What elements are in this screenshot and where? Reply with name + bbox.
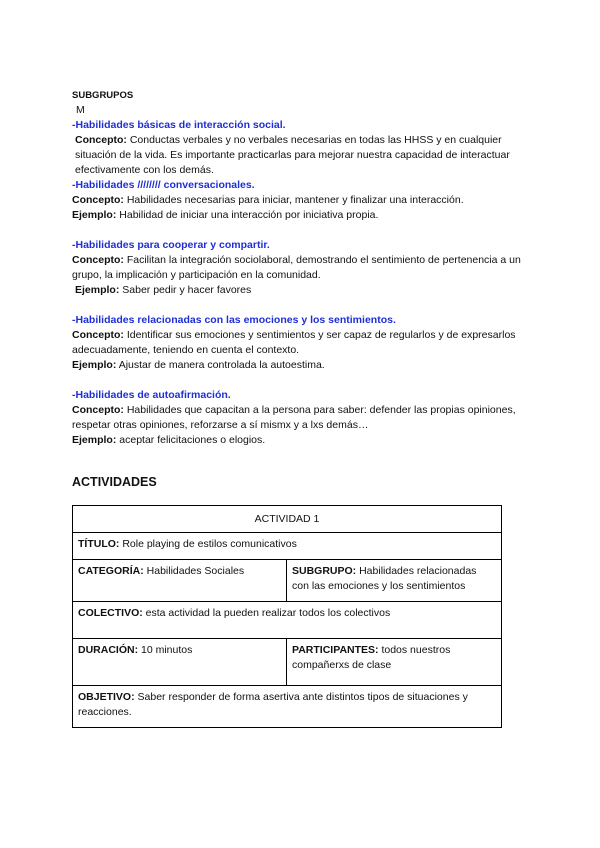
participantes-value: todos nuestros compañerxs de clase <box>292 644 451 671</box>
subgroup-concept <box>72 133 532 178</box>
subgroup-basic <box>72 118 532 178</box>
subgrupos-section <box>72 88 532 448</box>
example-label: Ejemplo: <box>72 359 117 371</box>
objetivo-label: OBJETIVO: <box>78 691 135 703</box>
colectivo-value: esta actividad la pueden realizar todos los colectivos <box>145 607 391 619</box>
actividades-heading: ACTIVIDADES <box>72 475 157 489</box>
concept-text: Habilidades que capacitan a la persona para saber: defender las propias opiniones, respetar otras opiniones, reforzarse a sí mismx y a lxs demás… <box>72 404 516 431</box>
participantes-label: PARTICIPANTES: <box>292 644 379 656</box>
concept-text: Identificar sus emociones y sentimientos y ser capaz de regularlos y de expresarlos adecuadamente, teniendo en cuenta el contexto. <box>72 329 516 356</box>
example-text: Saber pedir y hacer favores <box>122 284 252 296</box>
subgroup-title: -Habilidades básicas de interacción social. <box>72 119 286 131</box>
example-text: Habilidad de iniciar una interacción por iniciativa propia. <box>119 209 379 221</box>
subgroup-title: -Habilidades //////// conversacionales. <box>72 179 255 191</box>
duracion-value: 10 minutos <box>141 644 193 656</box>
objetivo-cell <box>73 686 502 728</box>
subgroup-title: -Habilidades de autoafirmación. <box>72 389 231 401</box>
subgroup-title: -Habilidades relacionadas con las emociones y los sentimientos. <box>72 314 396 326</box>
colectivo-cell <box>73 602 502 639</box>
concept-label: Concepto: <box>72 194 124 206</box>
subgroup-title: -Habilidades para cooperar y compartir. <box>72 239 270 251</box>
subgroup-concept <box>72 328 532 358</box>
categoria-cell <box>73 560 287 602</box>
subgrupo-value: Habilidades relacionadas con las emociones y los sentimientos <box>292 565 477 592</box>
activity-table <box>72 505 502 728</box>
activity-title: ACTIVIDAD 1 <box>73 506 502 533</box>
example-text: Ajustar de manera controlada la autoestima. <box>118 359 325 371</box>
concept-text: Facilitan la integración sociolaboral, demostrando el sentimiento de pertenencia a un grupo, la implicación y participación en la comunidad. <box>72 254 521 281</box>
concept-label: Concepto: <box>75 134 127 146</box>
objetivo-value: Saber responder de forma asertiva ante distintos tipos de situaciones y reacciones. <box>78 691 468 718</box>
subgrupos-heading: SUBGRUPOS <box>72 90 134 101</box>
subgroup-example <box>72 283 532 298</box>
subgroup-emotions <box>72 313 532 373</box>
concept-text: Habilidades necesarias para iniciar, mantener y finalizar una interacción. <box>126 194 464 206</box>
subgroup-cooperate <box>72 238 532 298</box>
concept-text: Conductas verbales y no verbales necesarias en todas las HHSS y en cualquier situación de la vida. Es importante practicarlas para mejorar nuestra capacidad de interactuar efectivamente con los demás. <box>75 134 510 176</box>
subgroup-concept <box>72 253 532 283</box>
example-label: Ejemplo: <box>72 434 117 446</box>
subgroup-concept <box>72 193 532 208</box>
example-text: aceptar felicitaciones o elogios. <box>119 434 266 446</box>
example-label: Ejemplo: <box>72 209 117 221</box>
concept-label: Concepto: <box>72 404 124 416</box>
subgrupo-cell <box>287 560 502 602</box>
subgrupo-label: SUBGRUPO: <box>292 565 357 577</box>
example-label: Ejemplo: <box>75 284 120 296</box>
concept-label: Concepto: <box>72 329 124 341</box>
subgroup-selfaffirmation <box>72 388 532 448</box>
duracion-cell <box>73 639 287 686</box>
subgrupos-marker: M <box>76 104 85 116</box>
titulo-label: TÍTULO: <box>78 538 120 550</box>
categoria-value: Habilidades Sociales <box>146 565 245 577</box>
titulo-cell <box>73 533 502 560</box>
titulo-value: Role playing de estilos comunicativos <box>122 538 297 550</box>
categoria-label: CATEGORÍA: <box>78 565 144 577</box>
subgroup-example <box>72 433 532 448</box>
subgroup-concept <box>72 403 532 433</box>
duracion-label: DURACIÓN: <box>78 644 139 656</box>
colectivo-label: COLECTIVO: <box>78 607 143 619</box>
subgroup-conversational <box>72 178 532 223</box>
participantes-cell <box>287 639 502 686</box>
concept-label: Concepto: <box>72 254 124 266</box>
subgroup-example <box>72 208 532 223</box>
subgroup-example <box>72 358 532 373</box>
